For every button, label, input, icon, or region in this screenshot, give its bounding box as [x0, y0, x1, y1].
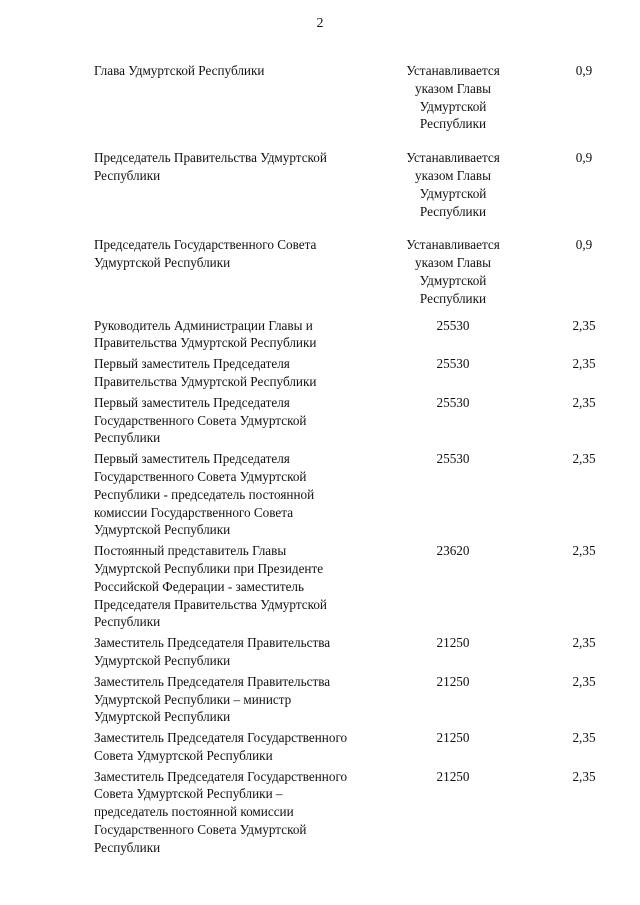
coefficient-value: 2,35	[572, 730, 596, 746]
table-row	[94, 542, 604, 631]
position-title: Председатель Государственного Совета Удмуртской Республики	[94, 237, 317, 271]
table-row	[94, 236, 604, 307]
salary-value: Устанавливается указом Главы Удмуртской Республики	[406, 63, 500, 132]
coefficient-value: 2,35	[572, 451, 596, 467]
coefficient-cell	[528, 317, 604, 335]
coefficient-cell	[528, 450, 604, 468]
salary-table	[94, 62, 604, 857]
coefficient-value: 2,35	[572, 768, 596, 784]
position-title: Председатель Правительства Удмуртской Республики	[94, 150, 327, 183]
table-row	[94, 394, 604, 447]
coefficient-cell	[528, 542, 604, 560]
salary-value: 25530	[436, 394, 470, 410]
coefficient-cell	[528, 394, 604, 412]
coefficient-value: 2,35	[572, 317, 596, 333]
coefficient-value: 0,9	[575, 63, 593, 78]
salary-value: 21250	[436, 768, 470, 784]
coefficient-cell	[528, 634, 604, 652]
coefficient-cell	[528, 729, 604, 747]
position-title: Постоянный представитель Главы Удмуртской Республики при Президенте Российской Федерации - заместитель Председателя Правительства Удмуртской Республики	[94, 543, 327, 630]
salary-value: 23620	[436, 543, 470, 559]
position-title: Заместитель Председателя Правительства Удмуртской Республики – министр Удмуртской Республики	[94, 673, 331, 725]
position-title: Заместитель Председателя Государственного Совета Удмуртской Республики – председатель постоянной комиссии Государственного Совета Удмуртской Республики	[94, 768, 348, 855]
salary-value: 25530	[436, 356, 470, 372]
position-title: Заместитель Председателя Правительства Удмуртской Республики	[94, 635, 331, 668]
salary-value: 25530	[436, 451, 470, 467]
salary-value: 25530	[436, 317, 470, 333]
position-title: Заместитель Председателя Государственного Совета Удмуртской Республики	[94, 730, 348, 763]
position-title: Первый заместитель Председателя Государственного Совета Удмуртской Республики	[94, 394, 307, 446]
salary-value: 21250	[436, 673, 470, 689]
table-row	[94, 768, 604, 857]
coefficient-value: 0,9	[575, 150, 593, 166]
page-number: 2	[316, 16, 324, 31]
table-row	[94, 634, 604, 670]
position-title: Глава Удмуртской Республики	[94, 63, 265, 78]
salary-value: Устанавливается указом Главы Удмуртской Республики	[406, 237, 500, 306]
coefficient-value: 2,35	[572, 543, 596, 559]
table-row	[94, 317, 604, 353]
table-row	[94, 355, 604, 391]
position-title: Первый заместитель Председателя Государственного Совета Удмуртской Республики - председатель постоянной комиссии Государственного Совета Удмуртской Республики	[94, 451, 315, 538]
coefficient-cell	[528, 768, 604, 786]
coefficient-value: 2,35	[572, 394, 596, 410]
coefficient-value: 2,35	[572, 356, 596, 372]
salary-value: Устанавливается указом Главы Удмуртской Республики	[406, 150, 500, 219]
coefficient-cell	[528, 355, 604, 373]
table-row	[94, 450, 604, 539]
table-row	[94, 149, 604, 220]
table-row	[94, 62, 604, 133]
salary-value: 21250	[436, 730, 470, 746]
table-row	[94, 729, 604, 765]
salary-value: 21250	[436, 635, 470, 651]
coefficient-value: 0,9	[575, 237, 593, 253]
coefficient-cell	[528, 149, 604, 167]
coefficient-value: 2,35	[572, 673, 596, 689]
table-row	[94, 673, 604, 726]
position-title: Первый заместитель Председателя Правительства Удмуртской Республики	[94, 356, 317, 389]
coefficient-cell	[528, 62, 604, 80]
coefficient-value: 2,35	[572, 635, 596, 651]
coefficient-cell	[528, 673, 604, 691]
coefficient-cell	[528, 236, 604, 254]
position-title: Руководитель Администрации Главы и Правительства Удмуртской Республики	[94, 317, 317, 351]
